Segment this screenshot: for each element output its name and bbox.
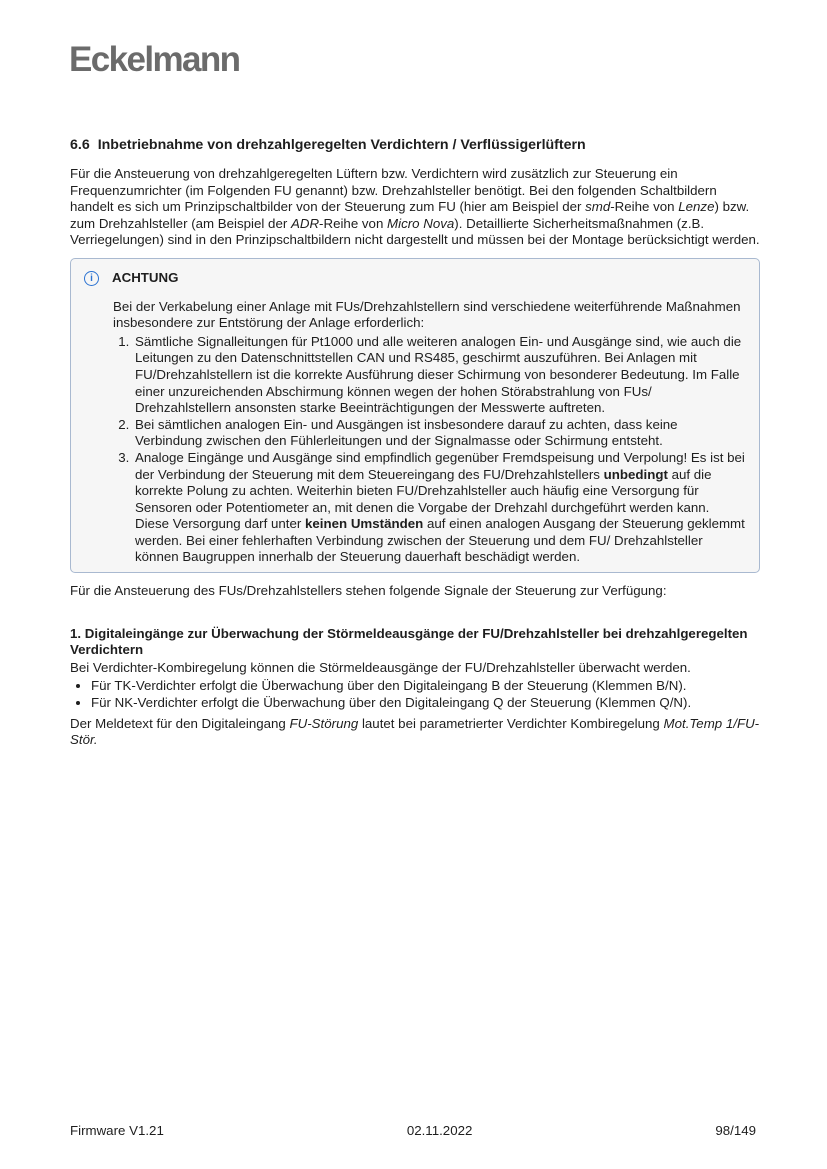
- callout-list: [113, 334, 747, 566]
- footer-date: 02.11.2022: [406, 1123, 473, 1138]
- info-icon: i: [84, 271, 99, 286]
- intro-text-3: ) bzw. zum Drehzahlsteller (am Beispiel der: [70, 199, 750, 231]
- closing-mot-temp: Mot.Temp 1/FU-Stör.: [70, 715, 760, 748]
- bullet-tk: • Für TK-Verdichter erfolgt die Überwachung über den Digitaleingang B der Steuerung (Klemmen B/N).: [91, 678, 760, 695]
- intro-micro-nova: Micro Nova: [387, 215, 455, 231]
- callout-intro: Bei der Verkabelung einer Anlage mit FUs/Drehzahlstellern sind verschiedene weiterführende Maßnahmen insbesondere zur Entstörung der Anlage erforderlich:: [113, 298, 741, 331]
- subsection-bullets: [70, 678, 760, 711]
- subsection-title: 1. Digitaleingänge zur Überwachung der Störmeldeausgänge der FU/Drehzahlsteller bei drehzahlgeregelten Verdichtern: [70, 625, 748, 658]
- footer-firmware: Firmware V1.21: [70, 1123, 164, 1138]
- signals-intro: Für die Ansteuerung des FUs/Drehzahlstellers stehen folgende Signale der Steuerung zur Verfügung:: [70, 583, 667, 599]
- callout-header: [84, 270, 747, 287]
- intro-text-5: ). Detaillierte Sicherheitsmaßnahmen (z.B. Verriegelungen) sind in den Prinzipschaltbildern nicht dargestellt und müssen bei der Montage berücksichtigt werden.: [70, 215, 760, 248]
- bullet-nk: • Für NK-Verdichter erfolgt die Überwachung über den Digitaleingang Q der Steuerung (Klemmen Q/N).: [91, 695, 760, 712]
- intro-text-1: Für die Ansteuerung von drehzahlgeregelten Lüftern bzw. Verdichtern wird zusätzlich zur Steuerung ein Frequenzumrichter (im Folgenden FU genannt) bzw. Drehzahlsteller benötigt. Bei den folgenden Schaltbildern handelt es sich um Prinzipschaltbilder von der Steuerung zum FU (hier am Beispiel der: [70, 166, 717, 215]
- callout-item-2: 2. Bei sämtlichen analogen Ein- und Ausgängen ist insbesondere darauf zu achten, dass keine Verbindung zwischen den Fühlerleitungen und der Signalmasse oder Schirmung entsteht.: [133, 417, 747, 450]
- closing-text-1: Der Meldetext für den Digitaleingang: [70, 715, 290, 731]
- warning-callout: [70, 258, 760, 573]
- closing-fu-stoerung: FU-Störung: [289, 715, 359, 731]
- section-heading: [70, 137, 760, 154]
- page-footer: [70, 1123, 756, 1140]
- callout-item-3: [133, 450, 747, 566]
- callout-title: ACHTUNG: [112, 269, 179, 285]
- intro-lenze: Lenze: [678, 199, 715, 215]
- intro-text-4: -Reihe von: [319, 215, 388, 231]
- item3-text-3: Diese Versorgung darf unter: [135, 516, 306, 532]
- section-title: Inbetriebnahme von drehzahlgeregelten Verdichtern / Verflüssigerlüftern: [97, 137, 586, 153]
- subsection-intro: Bei Verdichter-Kombiregelung können die Störmeldeausgänge der FU/Drehzahlsteller überwacht werden.: [70, 659, 691, 675]
- footer-page-number: 98/149: [715, 1123, 756, 1138]
- item3-bold-unbedingt: unbedingt: [603, 466, 668, 482]
- company-logo: Eckelmann: [69, 40, 240, 79]
- intro-adr: ADR: [290, 215, 320, 231]
- section-intro: [70, 166, 760, 249]
- closing-text-2: lautet bei parametrierter Verdichter Kombiregelung: [358, 715, 664, 731]
- intro-text-2: -Reihe von: [610, 199, 679, 215]
- intro-smd: smd: [585, 199, 611, 215]
- item3-bold-keinen-umstaenden: keinen Umständen: [305, 516, 424, 532]
- item3-text-1: Analoge Eingänge und Ausgänge sind empfindlich gegenüber Fremdspeisung und Verpolung! Es ist bei der Verbindung der Steuerung mit dem Steuereingang des FU/Drehzahlstellers: [135, 449, 745, 482]
- page-content: [70, 137, 760, 749]
- callout-item-1: 1. Sämtliche Signalleitungen für Pt1000 und alle weiteren analogen Ein- und Ausgänge sind, wie auch die Leitungen zu den Datenschnittstellen CAN und RS485, geschirmt auszuführen. Bei Anlagen mit FU/Drehzahlstellern ist die korrekte Ausführung dieser Schirmung von besonderer Bedeutung. Im Falle einer unzureichenden Abschirmung können wegen der hohen Störabstrahlung von FUs/ Drehzahlstellern ansonsten starke Beeinträchtigungen der Messwerte auftreten.: [133, 334, 747, 417]
- item3-text-2: auf die korrekte Polung zu achten. Weiterhin bieten FU/Drehzahlsteller auch häufig eine Versorgung für Sensoren oder Potentiometer an, mit denen die Vorgabe der Drehzahl durchgeführt werden kann.: [135, 466, 712, 515]
- callout-body: [84, 299, 747, 567]
- section-number: 6.6: [70, 137, 90, 153]
- item3-text-4: auf einen analogen Ausgang der Steuerung geklemmt werden. Bei einer fehlerhaften Verbindung zwischen der Steuerung und dem FU/ Drehzahlsteller können Baugruppen innerhalb der Steuerung dauerhaft beschädigt werden.: [135, 516, 745, 565]
- subsection-closing: [70, 716, 760, 749]
